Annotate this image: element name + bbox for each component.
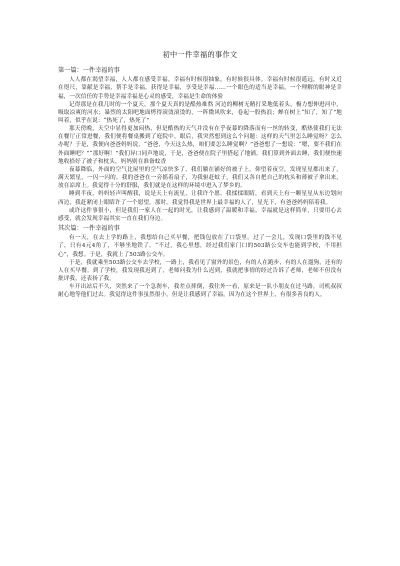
paragraph: 或许这件事很小，但是我们一家人在一起的时光，让我感到了温暖和幸福。幸福就是这样简单，只要用心去感受，就会发现幸福其实一直在我们身边。 (58, 207, 342, 222)
paragraph: 有一天，在去上学的路上，我想给自己买早餐，把钱包放在了口袋里。过了一会儿，发现口袋里的钱不见了，只有4元4角了，不够坐地铁了。“不过，我心里想，经过我们家门口的503路公交车也能到学校，不用担心”，我想。于是，我就上了503路公交车。 (58, 235, 342, 258)
paragraph: 睡到半夜，妈妈轻声叫醒我，说是天上有流星，让我许个愿。我揉揉眼睛，看到天上有一颗星星从东边划向西边，我赶紧闭上眼睛许了一个愿望。那时，我觉得我是世界上最幸福的人了，星光下，有爸爸妈妈陪着我。 (58, 191, 342, 206)
section-heading: 第一篇：一件幸福的事 (58, 67, 120, 74)
paragraph: 夜幕降临，外面的空气比屋里的空气凉快多了，我们躺在铺好的被子上，仰望着夜空，发现星星都出来了，满天繁星，一闪一闪的。我的爸爸在一旁摇着扇子，为我驱赶蚊子，我们又各自把自己的枕头和薄被子拿出来，放在凉席上。我觉得十分的舒服，我们就是在这样的环境中进入了梦乡的。 (58, 166, 342, 190)
paragraph: 记得那是在我几时的一个夏天，那个夏天真的是酷热难熬 河边的柳树无精打采地低着头，极力想伸进河中，吸取凉爽的河水；暴烈的太阳吧地面烤得滚烫滚烫的，一阵微风吹来，卷起一股热浪；蝉在树上“知了，知了”地叫着，似乎在说：“热死了，热死了” (58, 101, 342, 124)
paragraph: 车开出站后不久，突然来了一个急刹车，我差点摔倒，我往外一看，原来是一队小朋友在过马路，司机叔叔耐心地等他们过去。我觉得这件事虽然很小，但是让我感到了幸福，因为在这个世界上，有很多善良的人。 (58, 284, 342, 299)
section-heading: 其次篇：一件幸福的事 (58, 225, 120, 233)
paragraph: 人人都在渴望幸福，人人都在感受幸福。幸福有时候很抽象，有时候很具体。幸福有时候很遥远，有时又近在咫尺，靠献是幸福，帮手是幸福，获得是幸福，享受是幸福……一个眼色的适当是幸福，一个理解的眼神是幸福，一次信任的手势是幸福幸福是心灵的感受，幸福是生命的体验 (58, 77, 342, 100)
paragraph: 于是，我就乘坐503路公交车去学校，一路上，我看见了窗外的景色，有的人在跑步，有的人在遛狗，还有的人在买早餐。到了学校，我发现我迟到了，老师问我为什么迟到，我就把事情的经过告诉了老师，老师不但没有批评我，还表扬了我。 (58, 259, 342, 282)
paragraph: 那天傍晚，天空中显得更加闷热，但是酷热的天气并没有在乎夜幕的降落而有一丝的转变，酷热使我们无法在餐厅正常进餐，我们便将餐桌搬到了庭院中，眼后，我突然想到这么个问题：这样的天气里怎么睡觉呀？怎么办呢？于是，我便向爸爸妈妈说，“爸爸，今天这么热，咱们要怎么睡觉啊？”爸爸想了一想说：“嗯，要不我们在外面睡吧？”“那好啊！”我们异口同声地说，于是，爸爸便在院子里搭起了地铺，我们算到外面去睡，我们便快速地收拾好了被子和枕头，妈妈则在准备蚊香 (58, 126, 342, 165)
section-2 (58, 225, 342, 299)
document-title: 初中一件幸福的事作文 (162, 50, 238, 59)
section-1 (58, 67, 342, 223)
